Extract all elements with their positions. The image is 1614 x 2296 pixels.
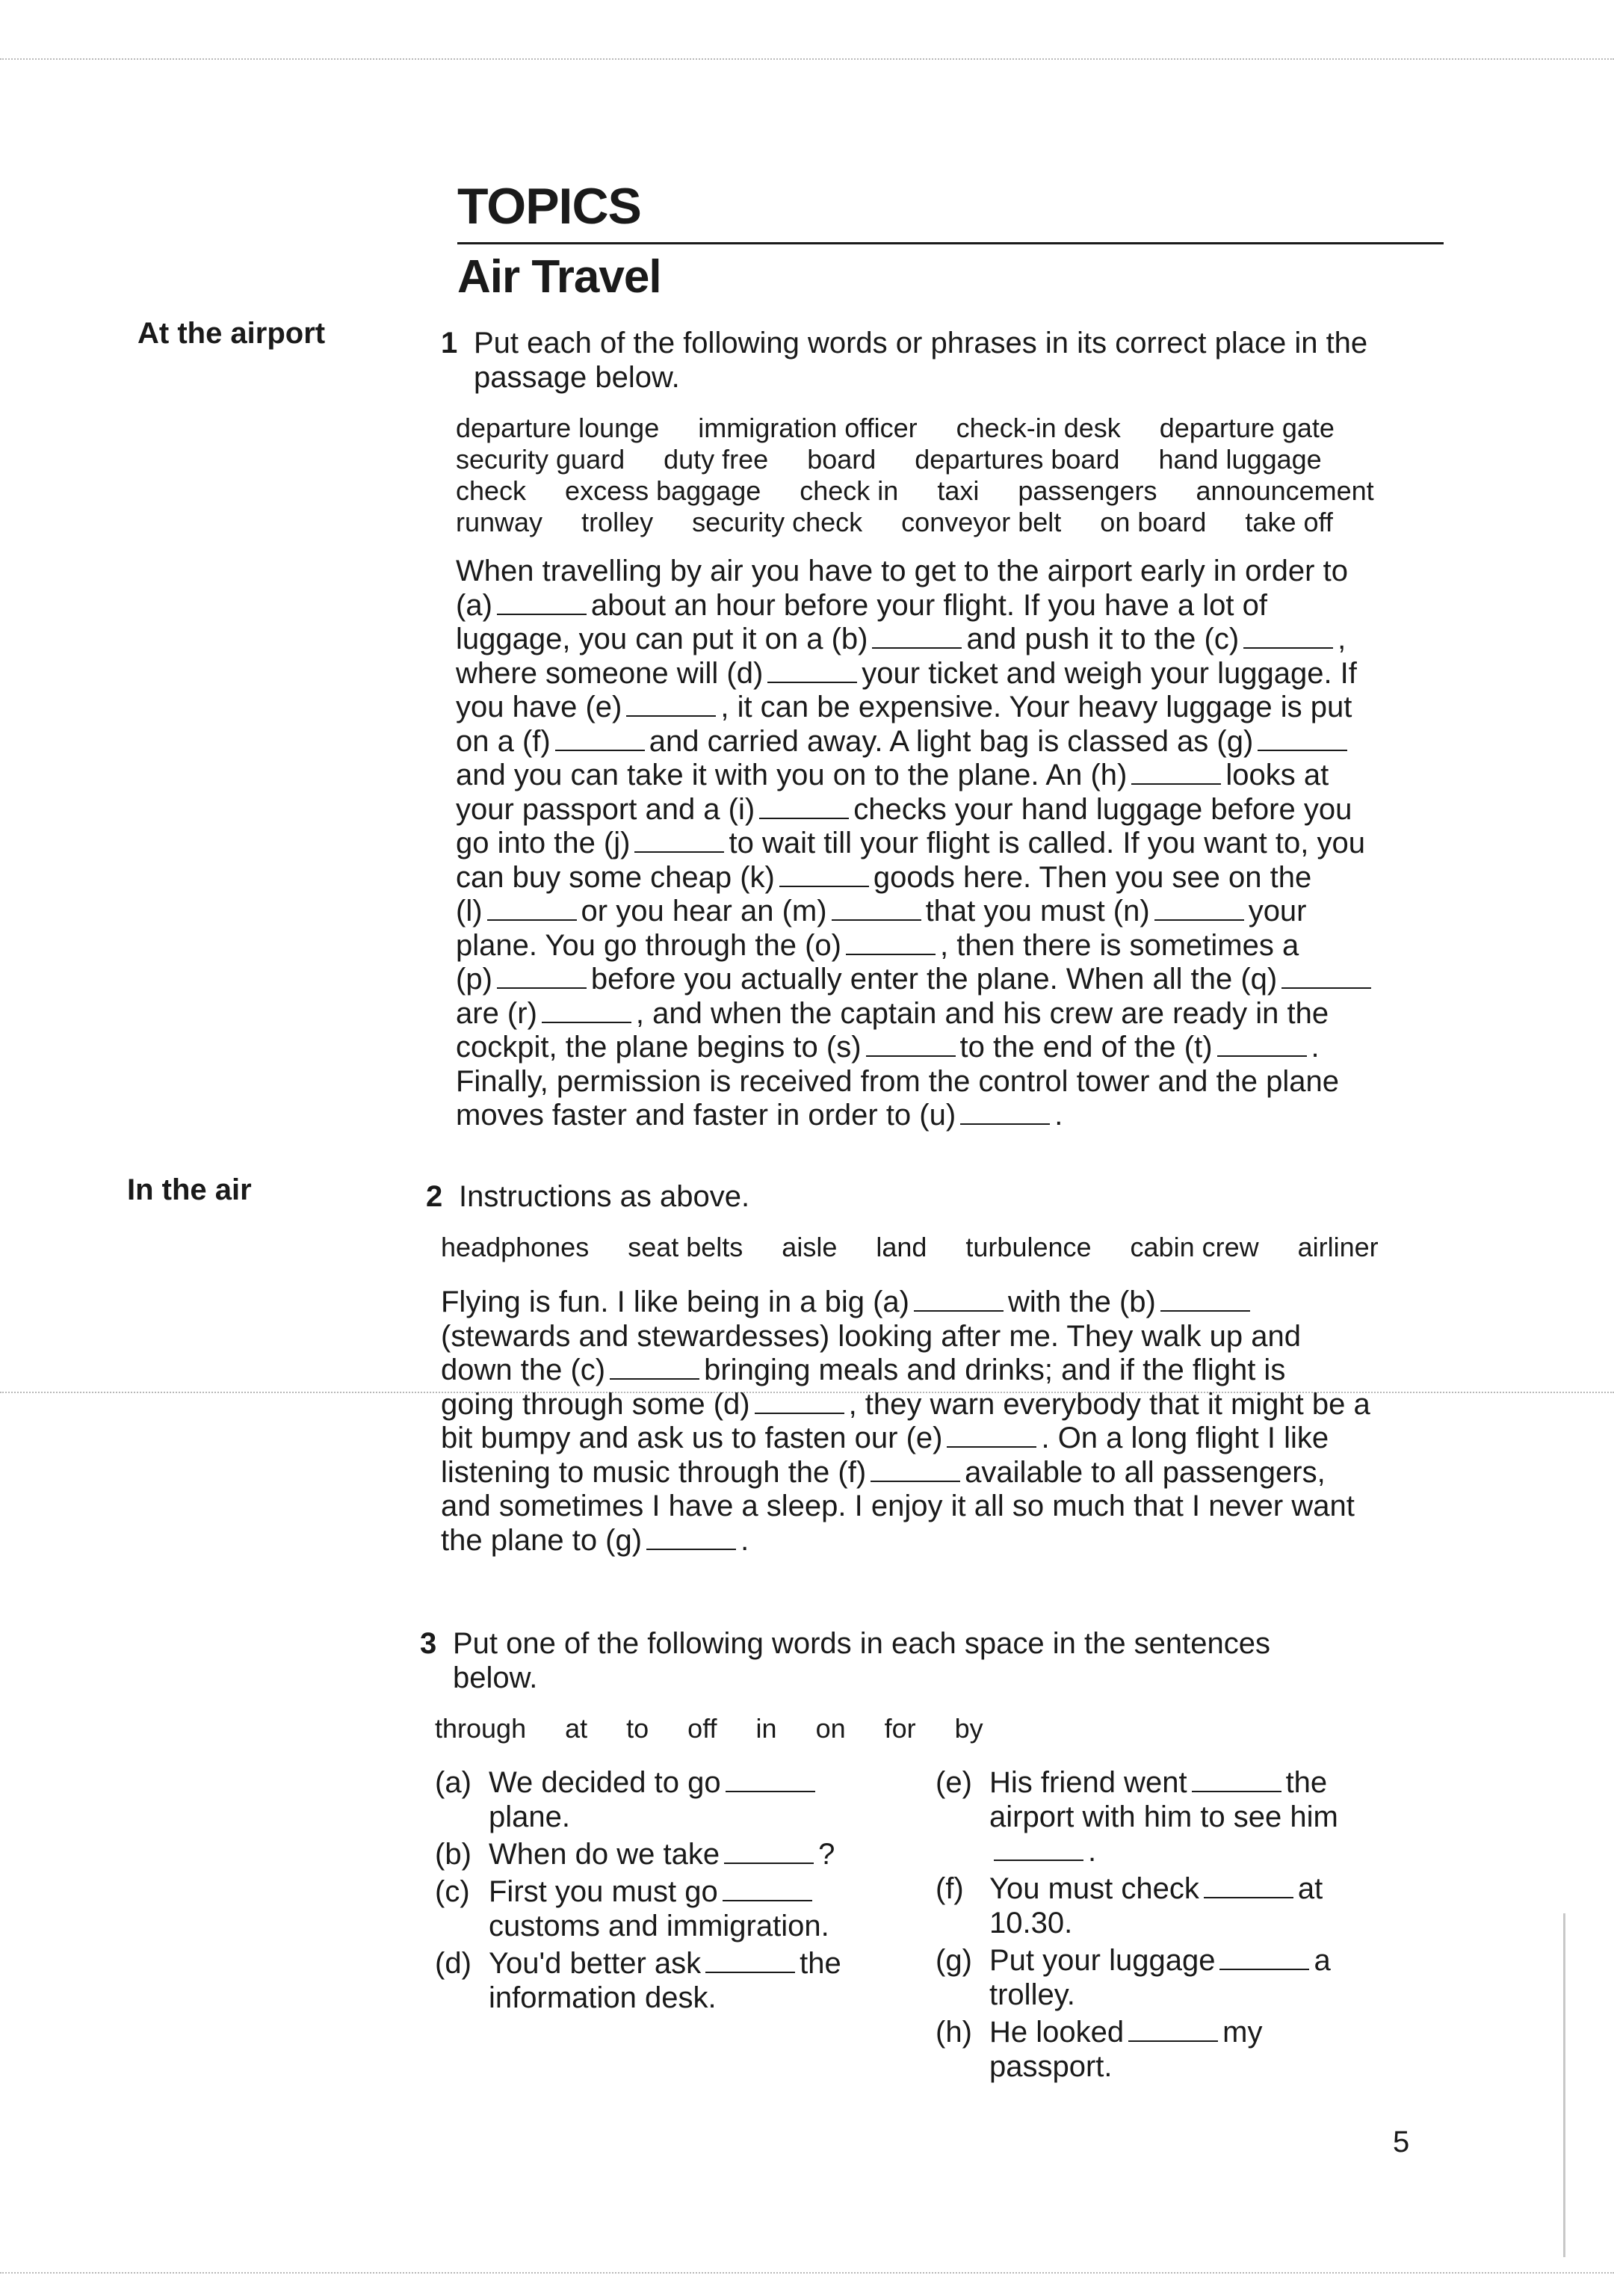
word-option: duty free [664, 444, 769, 475]
answer-blank [846, 946, 936, 955]
passage-line [456, 929, 1457, 963]
answer-blank [755, 1405, 844, 1414]
passage-text: and push it to the (c) [966, 623, 1240, 655]
answer-blank [497, 606, 587, 615]
answer-blank [1204, 1889, 1293, 1898]
passage-text: where someone will (d) [456, 656, 764, 690]
passage-line [441, 1320, 1442, 1354]
word-option: to [626, 1713, 649, 1744]
passage-text: or you hear an (m) [581, 895, 827, 928]
passage-text: . [1054, 1099, 1063, 1132]
word-option: departures board [915, 444, 1120, 475]
exercise-item [936, 1871, 1436, 1940]
answer-blank [832, 912, 921, 921]
item-segment: His friend went [989, 1766, 1187, 1799]
word-option: land [876, 1232, 927, 1262]
answer-blank [1128, 2033, 1218, 2042]
exercise-item [435, 1837, 936, 1871]
item-text [489, 1874, 936, 1943]
word-option: immigration officer [698, 413, 918, 443]
passage-1 [456, 555, 1457, 1133]
passage-line [456, 691, 1457, 725]
page-number: 5 [1393, 2126, 1410, 2158]
word-option: in [755, 1713, 777, 1744]
word-box-3 [435, 1713, 1436, 1744]
word-option: on [815, 1713, 846, 1744]
item-segment: airport with him to see him [989, 1800, 1338, 1833]
word-option: off [687, 1713, 717, 1744]
word-option: announcement [1196, 475, 1374, 506]
word-option: by [954, 1713, 983, 1744]
word-box-1 [456, 413, 1457, 538]
item-line [489, 1837, 936, 1871]
item-letter: (b) [435, 1838, 471, 1871]
word-option: departure gate [1159, 413, 1335, 443]
passage-text: , then there is sometimes a [939, 928, 1299, 962]
exercise-item [936, 1943, 1436, 2012]
passage-text: down the (c) [441, 1354, 606, 1386]
word-option: on board [1100, 507, 1207, 537]
header-rule [457, 242, 1444, 244]
passage-line [456, 895, 1457, 929]
passage-text: (l) [456, 895, 483, 928]
passage-text: (a) [456, 588, 492, 622]
passage-line [456, 1065, 1457, 1099]
item-segment: the [800, 1947, 841, 1980]
exercise-2-instruction: 2 Instructions as above. [426, 1180, 750, 1213]
passage-text: your [1248, 895, 1307, 928]
passage-line [456, 997, 1457, 1031]
sentences-left-column [435, 1765, 936, 2087]
sentence-grid [435, 1765, 1436, 2087]
word-option: runway [456, 507, 543, 537]
passage-text: goods here. Then you see on the [873, 860, 1312, 894]
word-option: departure lounge [456, 413, 660, 443]
passage-line [456, 623, 1457, 657]
passage-text: (stewards and stewardesses) looking after me. They walk up and [441, 1319, 1301, 1353]
item-segment: at [1297, 1872, 1323, 1905]
passage-text: moves faster and faster in order to (u) [456, 1099, 956, 1132]
answer-blank [1192, 1783, 1281, 1792]
item-segment: a [1314, 1944, 1331, 1977]
passage-text: Flying is fun. I like being in a big (a) [441, 1286, 909, 1318]
answer-blank [724, 1855, 814, 1864]
item-letter: (c) [435, 1875, 470, 1908]
passage-text: Finally, permission is received from the control tower and the plane [456, 1064, 1340, 1098]
passage-text: with the (b) [1007, 1286, 1156, 1318]
passage-text: bit bumpy and ask us to fasten our (e) [441, 1422, 943, 1454]
passage-text: . On a long flight I like [1041, 1422, 1329, 1454]
passage-text: , [1338, 623, 1346, 655]
passage-line [456, 827, 1457, 861]
item-segment: You'd better ask [489, 1947, 702, 1980]
exercise-2 [426, 1179, 1442, 1558]
item-letter: (d) [435, 1947, 471, 1980]
answer-blank [726, 1783, 815, 1792]
item-segment: We decided to go [489, 1766, 721, 1799]
passage-text: before you actually enter the plane. When all the (q) [590, 963, 1278, 996]
word-option: security guard [456, 444, 625, 475]
passage-text: available to all passengers, [965, 1455, 1326, 1489]
exercise-item [435, 1946, 936, 2015]
item-segment: Put your luggage [989, 1944, 1216, 1977]
answer-blank [1217, 1048, 1307, 1057]
word-option: take off [1245, 507, 1333, 537]
answer-blank [646, 1541, 736, 1550]
passage-text: looks at [1225, 759, 1329, 791]
passage-line [441, 1456, 1442, 1490]
word-option: headphones [441, 1232, 590, 1262]
item-letter: (f) [936, 1872, 964, 1905]
exercise-number: 3 [420, 1627, 437, 1660]
answer-blank [1131, 776, 1221, 785]
passage-text: luggage, you can put it on a (b) [456, 623, 868, 655]
item-segment: First you must go [489, 1875, 718, 1908]
item-line [489, 1800, 936, 1834]
item-segment: the [1285, 1766, 1328, 1799]
answer-blank [705, 1964, 795, 1973]
answer-blank [779, 878, 869, 887]
word-option: seat belts [628, 1232, 743, 1262]
passage-text: your ticket and weigh your luggage. If [862, 656, 1357, 690]
item-line [489, 1909, 936, 1943]
exercise-item [936, 2015, 1436, 2084]
item-segment: plane. [489, 1800, 570, 1833]
answer-blank [767, 674, 857, 683]
passage-line [456, 725, 1457, 759]
passage-text: cockpit, the plane begins to (s) [456, 1031, 862, 1064]
exercise-3-instruction: 3 Put one of the following words in each space in the sentences [420, 1627, 1271, 1660]
item-segment: . [1088, 1835, 1097, 1868]
passage-text: and carried away. A light bag is classed as (g) [649, 724, 1254, 758]
item-segment: ? [818, 1838, 835, 1871]
passage-text: . [740, 1523, 749, 1557]
answer-blank [960, 1116, 1050, 1125]
word-option: check in [800, 475, 899, 506]
exercise-1-instruction-cont: passage below. [474, 361, 680, 394]
word-option: trolley [581, 507, 654, 537]
item-letter: (a) [435, 1766, 471, 1799]
passage-text: to the end of the (t) [959, 1031, 1213, 1064]
passage-text: When travelling by air you have to get to the airport early in order to [456, 555, 1348, 587]
passage-line [456, 1099, 1457, 1133]
passage-text: and sometimes I have a sleep. I enjoy it all so much that I never want [441, 1490, 1355, 1522]
answer-blank [1243, 640, 1333, 649]
answer-blank [1154, 912, 1244, 921]
passage-text: are (r) [456, 996, 537, 1030]
item-line [989, 1906, 1436, 1940]
item-text [989, 1765, 1436, 1868]
exercise-3-instruction-cont: below. [453, 1661, 538, 1694]
passage-text: listening to music through the (f) [441, 1455, 867, 1489]
exercise-1 [441, 326, 1457, 1133]
word-option: passengers [1018, 475, 1157, 506]
word-box-2 [441, 1232, 1442, 1263]
passage-text: you have (e) [456, 691, 622, 723]
answer-blank [994, 1852, 1083, 1861]
passage-line [456, 793, 1457, 827]
word-option: for [884, 1713, 916, 1744]
passage-text: on a (f) [456, 724, 551, 758]
word-option: conveyor belt [901, 507, 1062, 537]
passage-text: and you can take it with you on to the plane. An (h) [456, 759, 1128, 791]
passage-line [441, 1490, 1442, 1524]
item-segment: He looked [989, 2016, 1125, 2049]
passage-text: checks your hand luggage before you [853, 792, 1352, 826]
item-text [489, 1837, 936, 1871]
word-option: turbulence [965, 1232, 1092, 1262]
word-option: check [456, 475, 527, 506]
item-line [489, 1765, 936, 1800]
word-option: aisle [782, 1232, 838, 1262]
item-line [989, 2049, 1436, 2084]
answer-blank [759, 810, 849, 819]
passage-line [441, 1422, 1442, 1456]
passage-text: , they warn everybody that it might be a [848, 1387, 1370, 1421]
passage-line [456, 657, 1457, 691]
answer-blank [871, 1473, 960, 1482]
scan-line-bottom [0, 2272, 1614, 2274]
item-line [989, 1943, 1436, 1978]
passage-text: about an hour before your flight. If you have a lot of [590, 588, 1267, 622]
item-text [989, 1871, 1436, 1940]
item-line [989, 1834, 1436, 1868]
passage-text: can buy some cheap (k) [456, 860, 775, 894]
exercise-item [936, 1765, 1436, 1868]
item-segment: You must check [989, 1872, 1199, 1905]
item-segment: my [1222, 2016, 1263, 2049]
item-line [989, 1871, 1436, 1906]
answer-blank [497, 980, 587, 989]
item-text [489, 1946, 936, 2015]
word-option: security check [692, 507, 863, 537]
passage-line [441, 1354, 1442, 1388]
exercise-item [435, 1874, 936, 1943]
item-letter: (e) [936, 1766, 972, 1799]
item-line [989, 1978, 1436, 2012]
passage-text: go into the (j) [456, 827, 631, 860]
item-line [489, 1946, 936, 1981]
item-segment: 10.30. [989, 1907, 1073, 1939]
side-label-at-the-airport: At the airport [137, 317, 326, 350]
item-letter: (g) [936, 1944, 972, 1977]
passage-line [441, 1524, 1442, 1558]
passage-text: , and when the captain and his crew are ready in the [635, 996, 1329, 1030]
passage-text: the plane to (g) [441, 1523, 643, 1557]
word-option: check-in desk [956, 413, 1121, 443]
item-text [489, 1765, 936, 1834]
word-option: through [435, 1713, 527, 1744]
answer-blank [872, 640, 962, 649]
word-option: at [565, 1713, 588, 1744]
passage-line [456, 861, 1457, 895]
item-line [989, 1765, 1436, 1800]
passage-line [456, 589, 1457, 623]
passage-2 [441, 1286, 1442, 1558]
passage-text: . [1311, 1031, 1320, 1064]
passage-line [456, 1031, 1457, 1065]
sentences-right-column [936, 1765, 1436, 2087]
item-text [989, 2015, 1436, 2084]
answer-blank [634, 844, 724, 853]
item-letter: (h) [936, 2016, 972, 2049]
passage-line [456, 555, 1457, 589]
exercise-number: 1 [441, 327, 458, 359]
passage-line [441, 1286, 1442, 1320]
passage-text: your passport and a (i) [456, 792, 755, 826]
exercise-1-instruction: 1 Put each of the following words or phrases in its correct place in the [441, 327, 1368, 359]
answer-blank [1258, 742, 1347, 751]
exercise-item [435, 1765, 936, 1834]
answer-blank [555, 742, 645, 751]
word-option: taxi [937, 475, 980, 506]
exercise-3 [420, 1626, 1436, 2087]
passage-text: plane. You go through the (o) [456, 928, 841, 962]
answer-blank [723, 1892, 812, 1901]
item-line [489, 1981, 936, 2015]
passage-line [456, 963, 1457, 997]
passage-text: that you must (n) [925, 895, 1150, 928]
item-segment: When do we take [489, 1838, 720, 1871]
passage-line [456, 759, 1457, 793]
item-segment: trolley. [989, 1978, 1075, 2011]
answer-blank [947, 1439, 1036, 1448]
item-segment: passport. [989, 2050, 1113, 2083]
item-line [989, 1800, 1436, 1834]
word-option: board [807, 444, 876, 475]
passage-text: bringing meals and drinks; and if the flight is [704, 1354, 1286, 1386]
exercise-number: 2 [426, 1180, 443, 1213]
answer-blank [610, 1371, 699, 1380]
answer-blank [866, 1048, 956, 1057]
item-segment: information desk. [489, 1981, 717, 2014]
word-option: excess baggage [565, 475, 761, 506]
item-segment: customs and immigration. [489, 1910, 829, 1942]
item-text [989, 1943, 1436, 2012]
answer-blank [1219, 1961, 1309, 1970]
passage-line [441, 1388, 1442, 1422]
word-option: hand luggage [1158, 444, 1322, 475]
item-line [989, 2015, 1436, 2049]
answer-blank [1281, 980, 1371, 989]
passage-text: going through some (d) [441, 1387, 750, 1421]
page-header [457, 176, 1444, 306]
passage-text: (p) [456, 963, 492, 996]
answer-blank [542, 1014, 631, 1023]
passage-text: to wait till your flight is called. If you want to, you [729, 827, 1365, 860]
side-label-in-the-air: In the air [127, 1173, 252, 1206]
section-title: TOPICS [457, 178, 641, 235]
passage-text: , it can be expensive. Your heavy luggage is put [720, 691, 1352, 723]
page-title: Air Travel [457, 251, 661, 303]
scan-line-top [0, 58, 1614, 60]
answer-blank [1160, 1303, 1250, 1312]
answer-blank [626, 708, 716, 717]
page-edge-mark [1563, 1913, 1565, 2257]
word-option: cabin crew [1130, 1232, 1259, 1262]
item-line [489, 1874, 936, 1909]
answer-blank [487, 912, 577, 921]
answer-blank [914, 1303, 1004, 1312]
word-option: airliner [1297, 1232, 1379, 1262]
